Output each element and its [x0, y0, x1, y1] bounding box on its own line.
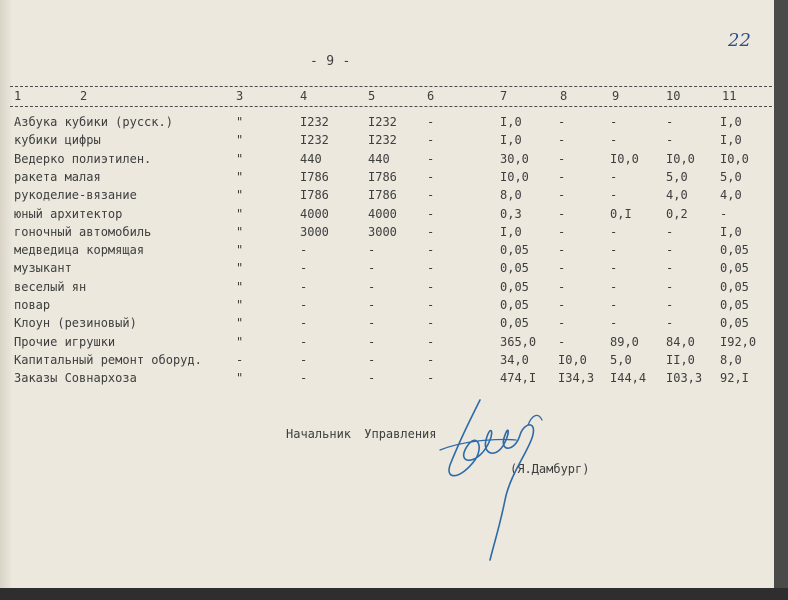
value-cell-c11: 92,I	[720, 371, 749, 386]
value-cell-c4: -	[300, 371, 308, 386]
column-header-3: 3	[236, 89, 244, 103]
column-header-9: 9	[612, 89, 620, 103]
value-cell-c6: -	[427, 316, 435, 331]
value-cell-c9: -	[610, 316, 618, 331]
value-cell-c10: -	[666, 133, 674, 148]
item-name-cell: Ведерко полиэтилен.	[14, 151, 152, 166]
value-cell-c4: I232	[300, 115, 329, 129]
value-cell-c8: I0,0	[558, 352, 587, 367]
value-cell-c7: 0,05	[500, 261, 529, 276]
item-name-cell: Заказы Совнархоза	[14, 371, 137, 386]
item-name-cell: юный архитектор	[14, 206, 123, 221]
item-name-cell: музыкант	[14, 261, 72, 276]
table-row	[0, 115, 778, 133]
value-cell-c10: -	[666, 279, 674, 294]
value-cell-c8: -	[558, 151, 566, 166]
item-name-cell: кубики цифры	[14, 133, 101, 148]
header-rule-bottom	[10, 106, 772, 107]
page-number: - 9 -	[310, 54, 351, 69]
value-cell-c8: -	[558, 169, 566, 184]
column-header-7: 7	[500, 89, 508, 103]
item-name-cell: Клоун (резиновый)	[14, 316, 137, 331]
value-cell-c7: I,0	[500, 133, 522, 148]
value-cell-c10: -	[666, 115, 674, 129]
value-cell-c5: -	[368, 316, 376, 331]
value-cell-c10: I03,3	[666, 371, 703, 386]
value-cell-c9: -	[610, 224, 618, 239]
value-cell-c4: I786	[300, 188, 329, 203]
value-cell-c8: -	[558, 316, 566, 331]
table-row	[0, 261, 778, 279]
value-cell-c4: -	[300, 298, 308, 312]
value-cell-c3: "	[236, 151, 244, 166]
value-cell-c9: -	[610, 169, 618, 184]
table-row	[0, 152, 778, 170]
value-cell-c10: 5,0	[666, 169, 688, 184]
value-cell-c9: 89,0	[610, 334, 639, 349]
value-cell-c8: -	[558, 334, 566, 349]
value-cell-c7: 30,0	[500, 151, 529, 166]
value-cell-c6: -	[427, 334, 435, 349]
value-cell-c7: I0,0	[500, 169, 529, 184]
table-row	[0, 316, 778, 334]
value-cell-c6: -	[427, 298, 435, 312]
value-cell-c3: "	[236, 334, 244, 349]
value-cell-c11: -	[720, 206, 728, 221]
table-row	[0, 298, 778, 316]
value-cell-c5: I232	[368, 115, 397, 129]
value-cell-c11: 0,05	[720, 279, 749, 294]
value-cell-c6: -	[427, 115, 435, 129]
column-header-10: 10	[666, 89, 681, 103]
item-name-cell: Прочие игрушки	[14, 334, 116, 349]
value-cell-c5: I786	[368, 188, 397, 203]
value-cell-c8: -	[558, 298, 566, 312]
table-row	[0, 335, 778, 353]
value-cell-c6: -	[427, 151, 435, 166]
handwritten-signature	[420, 380, 560, 570]
archive-number: 22	[728, 30, 751, 51]
value-cell-c3: "	[236, 243, 244, 258]
column-header-11: 11	[722, 89, 737, 103]
value-cell-c10: II,0	[666, 352, 695, 367]
value-cell-c3: "	[236, 261, 244, 276]
value-cell-c11: I,0	[720, 115, 742, 129]
value-cell-c10: -	[666, 243, 674, 258]
value-cell-c4: 3000	[300, 224, 329, 239]
value-cell-c7: 0,05	[500, 316, 529, 331]
value-cell-c7: 34,0	[500, 352, 529, 367]
scan-background-bottom	[0, 588, 788, 600]
value-cell-c5: -	[368, 334, 376, 349]
value-cell-c11: I92,0	[720, 334, 757, 349]
value-cell-c5: -	[368, 352, 376, 367]
table-row	[0, 207, 778, 225]
value-cell-c6: -	[427, 261, 435, 276]
column-header-5: 5	[368, 89, 376, 103]
value-cell-c6: -	[427, 279, 435, 294]
table-row	[0, 225, 778, 243]
value-cell-c11: 0,05	[720, 261, 749, 276]
table-row	[0, 188, 778, 206]
column-header-8: 8	[560, 89, 568, 103]
value-cell-c6: -	[427, 206, 435, 221]
value-cell-c3: -	[236, 352, 244, 367]
value-cell-c10: -	[666, 298, 674, 312]
value-cell-c4: 440	[300, 151, 322, 166]
item-name-cell: гоночный автомобиль	[14, 224, 152, 239]
value-cell-c3: "	[236, 224, 244, 239]
value-cell-c11: 0,05	[720, 298, 749, 312]
value-cell-c5: 4000	[368, 206, 397, 221]
table-row	[0, 280, 778, 298]
value-cell-c11: 8,0	[720, 352, 742, 367]
item-name-cell: рукоделие-вязание	[14, 188, 137, 203]
value-cell-c10: 4,0	[666, 188, 688, 203]
value-cell-c11: 4,0	[720, 188, 742, 203]
value-cell-c6: -	[427, 133, 435, 148]
value-cell-c8: -	[558, 206, 566, 221]
value-cell-c11: I,0	[720, 224, 742, 239]
value-cell-c4: -	[300, 261, 308, 276]
signature-title: Начальник Управления	[286, 427, 437, 441]
value-cell-c9: -	[610, 279, 618, 294]
value-cell-c9: -	[610, 298, 618, 312]
item-name-cell: веселый ян	[14, 279, 87, 294]
value-cell-c5: 440	[368, 151, 390, 166]
table-row	[0, 371, 778, 389]
value-cell-c8: -	[558, 188, 566, 203]
table-row	[0, 170, 778, 188]
value-cell-c5: I786	[368, 169, 397, 184]
value-cell-c4: -	[300, 352, 308, 367]
header-rule-top	[10, 86, 772, 87]
value-cell-c3: "	[236, 371, 244, 386]
value-cell-c8: I34,3	[558, 371, 595, 386]
value-cell-c3: "	[236, 133, 244, 148]
value-cell-c3: "	[236, 206, 244, 221]
value-cell-c8: -	[558, 224, 566, 239]
value-cell-c10: -	[666, 316, 674, 331]
value-cell-c6: -	[427, 352, 435, 367]
value-cell-c4: I232	[300, 133, 329, 148]
value-cell-c3: "	[236, 279, 244, 294]
value-cell-c11: 0,05	[720, 243, 749, 258]
value-cell-c3: "	[236, 169, 244, 184]
value-cell-c6: -	[427, 188, 435, 203]
value-cell-c9: -	[610, 243, 618, 258]
value-cell-c8: -	[558, 115, 566, 129]
item-name-cell: Капитальный ремонт оборуд.	[14, 352, 202, 367]
value-cell-c4: 4000	[300, 206, 329, 221]
value-cell-c7: 474,I	[500, 371, 537, 386]
value-cell-c7: 0,05	[500, 298, 529, 312]
value-cell-c9: 5,0	[610, 352, 632, 367]
item-name-cell: ракета малая	[14, 169, 101, 184]
value-cell-c9: -	[610, 261, 618, 276]
column-header-4: 4	[300, 89, 308, 103]
value-cell-c9: I0,0	[610, 151, 639, 166]
value-cell-c5: -	[368, 279, 376, 294]
value-cell-c4: -	[300, 279, 308, 294]
value-cell-c10: I0,0	[666, 151, 695, 166]
value-cell-c8: -	[558, 243, 566, 258]
value-cell-c5: -	[368, 261, 376, 276]
table-row	[0, 133, 778, 151]
table-row	[0, 353, 778, 371]
column-header-1: 1	[14, 89, 22, 103]
value-cell-c6: -	[427, 243, 435, 258]
value-cell-c10: 84,0	[666, 334, 695, 349]
value-cell-c9: -	[610, 133, 618, 148]
value-cell-c7: I,0	[500, 224, 522, 239]
value-cell-c11: 5,0	[720, 169, 742, 184]
value-cell-c4: -	[300, 243, 308, 258]
value-cell-c7: I,0	[500, 115, 522, 129]
table-row	[0, 243, 778, 261]
value-cell-c3: "	[236, 188, 244, 203]
value-cell-c7: 0,05	[500, 279, 529, 294]
value-cell-c6: -	[427, 371, 435, 386]
value-cell-c5: -	[368, 243, 376, 258]
value-cell-c5: I232	[368, 133, 397, 148]
value-cell-c3: "	[236, 298, 244, 312]
signer-name: (Я.Дамбург)	[510, 462, 590, 476]
value-cell-c5: -	[368, 298, 376, 312]
value-cell-c5: -	[368, 371, 376, 386]
value-cell-c10: 0,2	[666, 206, 688, 221]
value-cell-c6: -	[427, 224, 435, 239]
value-cell-c9: I44,4	[610, 371, 647, 386]
item-name-cell: Азбука кубики (русск.)	[14, 115, 173, 129]
column-header-row	[0, 89, 778, 107]
value-cell-c4: -	[300, 316, 308, 331]
item-name-cell: медведица кормящая	[14, 243, 145, 258]
value-cell-c9: -	[610, 115, 618, 129]
column-header-2: 2	[80, 89, 88, 103]
value-cell-c5: 3000	[368, 224, 397, 239]
value-cell-c11: I,0	[720, 133, 742, 148]
scan-background-right	[774, 0, 788, 600]
value-cell-c8: -	[558, 279, 566, 294]
value-cell-c8: -	[558, 261, 566, 276]
value-cell-c8: -	[558, 133, 566, 148]
value-cell-c4: I786	[300, 169, 329, 184]
value-cell-c6: -	[427, 169, 435, 184]
value-cell-c10: -	[666, 224, 674, 239]
value-cell-c9: -	[610, 188, 618, 203]
value-cell-c3: "	[236, 316, 244, 331]
column-header-6: 6	[427, 89, 435, 103]
value-cell-c7: 0,05	[500, 243, 529, 258]
value-cell-c11: I0,0	[720, 151, 749, 166]
value-cell-c9: 0,I	[610, 206, 632, 221]
value-cell-c7: 0,3	[500, 206, 522, 221]
value-cell-c10: -	[666, 261, 674, 276]
value-cell-c11: 0,05	[720, 316, 749, 331]
item-name-cell: повар	[14, 298, 51, 312]
value-cell-c7: 8,0	[500, 188, 522, 203]
value-cell-c7: 365,0	[500, 334, 537, 349]
value-cell-c3: "	[236, 115, 244, 129]
value-cell-c4: -	[300, 334, 308, 349]
